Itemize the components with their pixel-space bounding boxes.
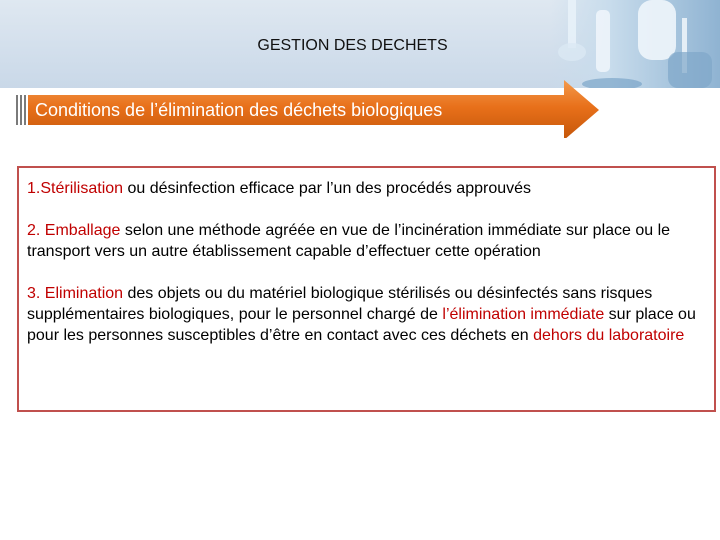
- item-keyword: 2. Emballage: [27, 222, 121, 239]
- list-item-emballage: [27, 220, 706, 262]
- item-text: sur place ou pour les personnes susceptibles d’être en contact avec ces déchets en: [27, 306, 696, 344]
- page-title: GESTION DES DECHETS: [257, 37, 448, 54]
- item-text: selon une méthode agréée en vue de l’incinération immédiate sur place ou le transport vers un autre établissement capable d’effectuer cette opération: [27, 222, 671, 260]
- item-text: ou désinfection efficace par l’un des procédés approuvés: [123, 180, 532, 197]
- section-banner-title: Conditions de l’élimination des déchets biologiques: [35, 100, 443, 120]
- item-highlight: l’élimination immédiate: [442, 306, 605, 323]
- item-highlight: dehors du laboratoire: [533, 327, 685, 344]
- item-keyword: 3. Elimination: [27, 285, 124, 302]
- item-text: des objets ou du matériel biologique stérilisés ou désinfectés sans risques supplémentaires biologiques, pour le personnel chargé de: [27, 285, 653, 323]
- item-keyword: 1.Stérilisation: [27, 180, 124, 197]
- list-item-elimination: [27, 283, 706, 346]
- conditions-list: [17, 166, 716, 412]
- list-item-sterilisation: [27, 178, 706, 199]
